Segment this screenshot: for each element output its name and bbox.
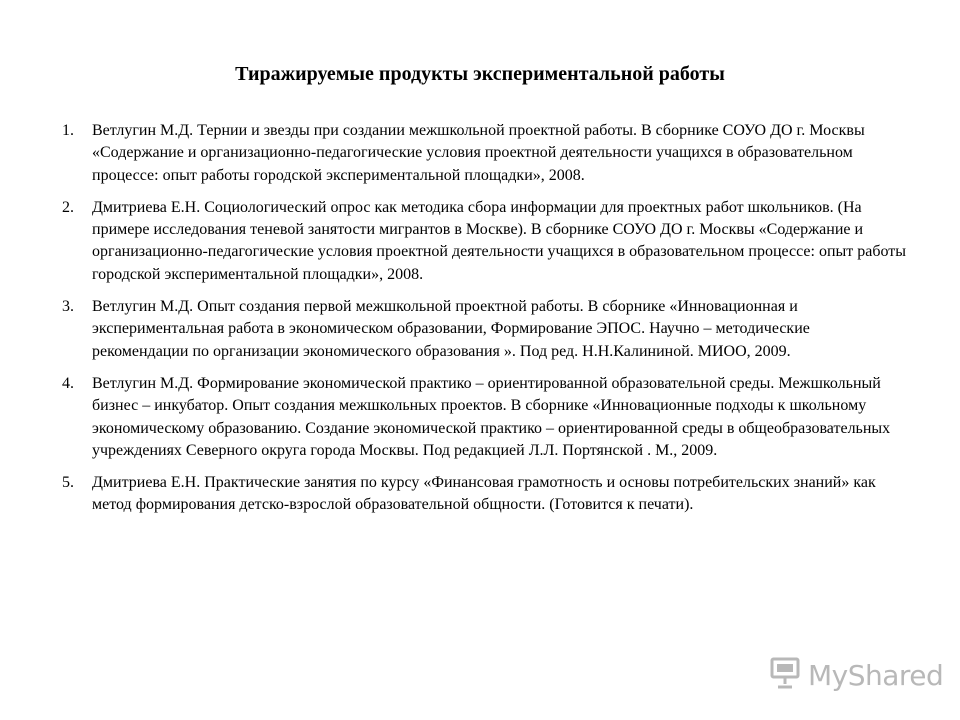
watermark: [768, 656, 944, 694]
list-item-text: Ветлугин М.Д. Тернии и звезды при создании межшкольной проектной работы. В сборнике СОУО ДО г. Москвы «Содержание и организационно-педагогические условия проектной деятельности учащихся в образовательном процессе: опыт работы городской экспериментальной площадки», 2008.: [92, 122, 865, 184]
list-item-number: 5.: [62, 474, 74, 492]
list-item-text: Ветлугин М.Д. Формирование экономической практико – ориентированной образовательной среды. Межшкольный бизнес – инкубатор. Опыт создания межшкольных проектов. В сборнике «Инновационные подходы к школьному экономическому образованию. Создание экономической практико – ориентированной среды в общеобразовательных учреждениях Северного округа города Москвы. Под редакцией Л.Л. Портянской . М., 2009.: [92, 374, 891, 459]
projector-screen-icon: [768, 656, 808, 695]
list-item-number: 1.: [62, 122, 74, 139]
list-item: [62, 120, 908, 187]
list-item: [62, 472, 908, 517]
list-item-number: 4.: [62, 374, 74, 392]
list-item: [62, 373, 908, 462]
list-item: [62, 197, 908, 286]
reference-list: [62, 120, 908, 527]
page-title: Тиражируемые продукты экспериментальной работы: [235, 63, 725, 85]
list-item-number: 2.: [62, 198, 74, 216]
list-item: [62, 296, 908, 363]
list-item-text: Дмитриева Е.Н. Практические занятия по курсу «Финансовая грамотность и основы потребительских знаний» как метод формирования детско-взрослой образовательной общности. (Готовится к печати).: [92, 474, 876, 514]
list-item-number: 3.: [62, 298, 74, 316]
list-item-text: Ветлугин М.Д. Опыт создания первой межшкольной проектной работы. В сборнике «Инновационная и экспериментальная работа в экономическом образовании, Формирование ЭПОС. Научно – методические рекомендации по организации экономического образования ». Под ред. Н.Н.Калининой. МИОО, 2009.: [92, 298, 810, 360]
list-item-text: Дмитриева Е.Н. Социологический опрос как методика сбора информации для проектных работ школьников. (На примере исследования теневой занятости мигрантов в Москве). В сборнике СОУО ДО г. Москвы «Содержание и организационно-педагогические условия проектной деятельности учащихся в образовательном процессе: опыт работы городской экспериментальной площадки», 2008.: [92, 198, 907, 283]
watermark-text: MyShared: [808, 658, 944, 692]
